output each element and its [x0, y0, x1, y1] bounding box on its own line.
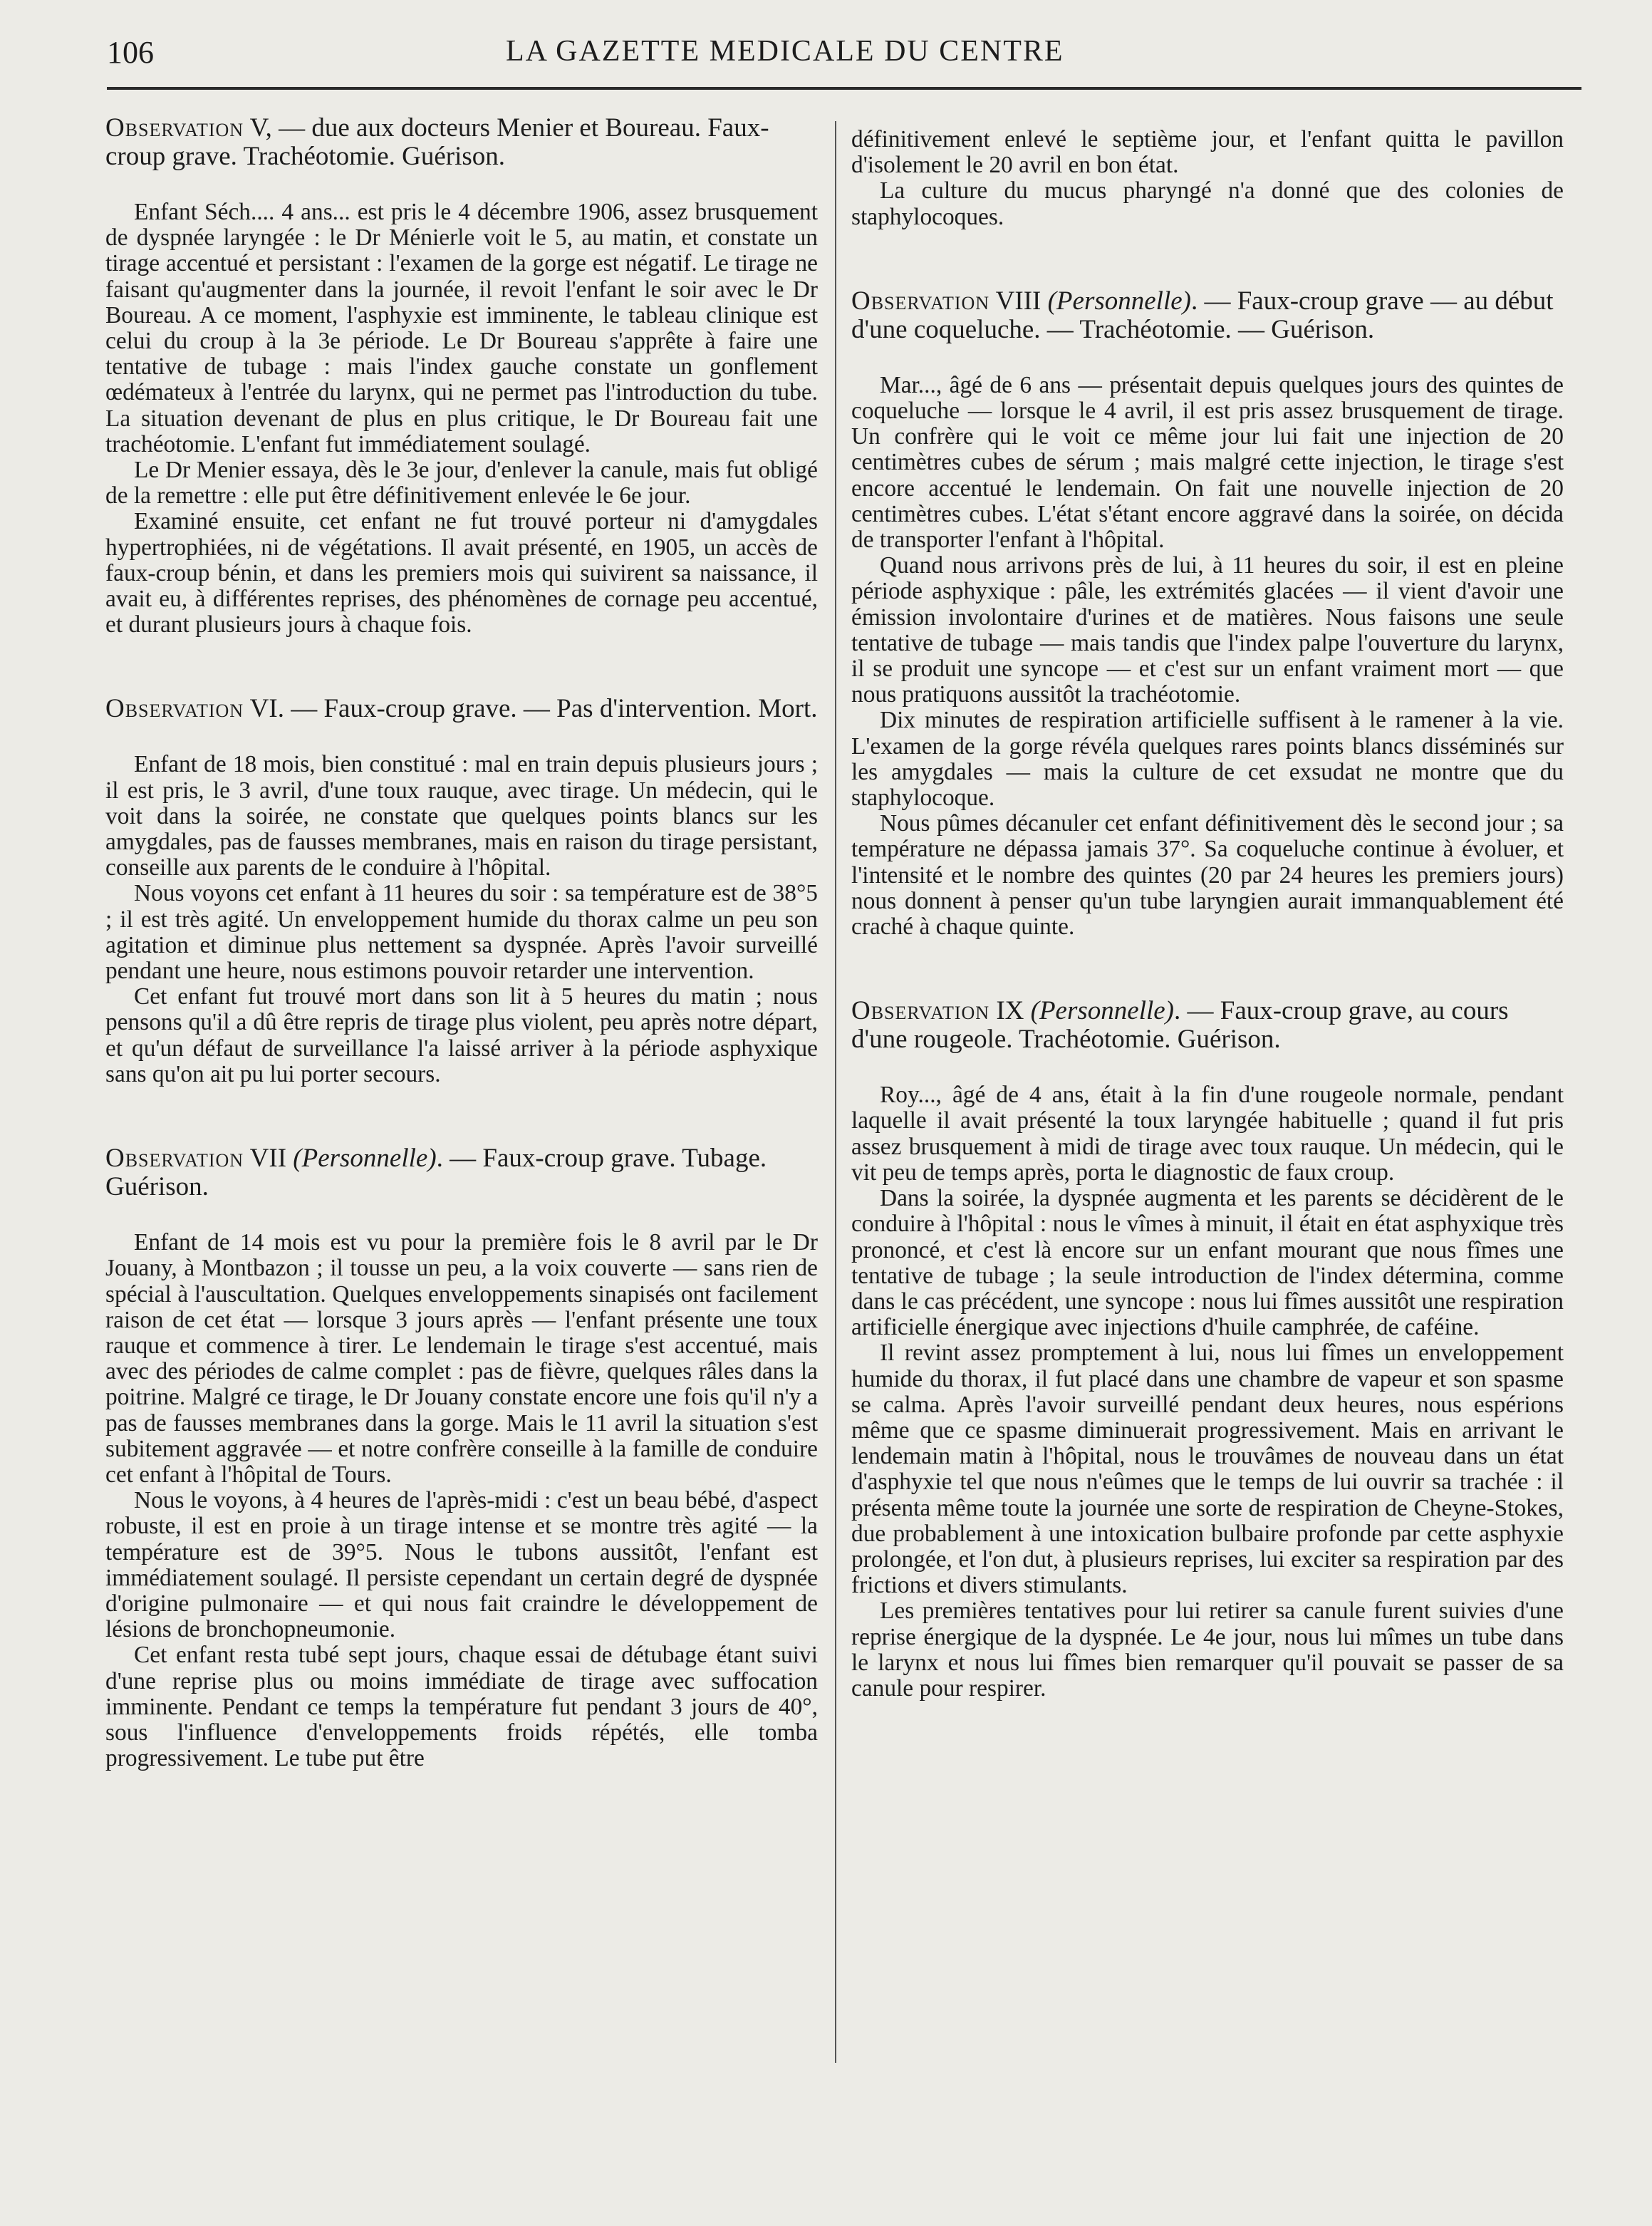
obs5-paragraph: Enfant Séch.... 4 ans... est pris le 4 décembre 1906, assez brusquement de dyspnée laryngée : le Dr Ménierle voit le 5, au matin, et constate un tirage accentué et persistant : l'examen de la gorge est négatif. Le tirage ne faisant qu'augmenter dans la journée, il revoit l'enfant le soir avec le Dr Boureau. A ce moment, l'asphyxie est imminente, le tableau clinique est celui du croup à la 3e période. Le Dr Boureau s'apprête à faire une tentative de tubage : mais l'index gauche constate un gonflement œdémateux à l'entrée du larynx, qui ne permet pas l'introduction du tube. La situation devenant de plus en plus critique, le Dr Boureau fait une trachéotomie. L'enfant fut immédiatement soulagé. [105, 199, 818, 457]
observation-number: VII [244, 1144, 293, 1174]
right-column [851, 127, 1564, 1702]
obs8-paragraph: Mar..., âgé de 6 ans — présentait depuis quelques jours des quintes de coqueluche — lorsque le 4 avril, il est pris assez brusquement de tirage. Un confrère qui le voit ce même jour lui fait une injection de 20 centimètres cubes de sérum ; mais malgré cette injection, le tirage s'est encore accentué le lendemain. On fait une nouvelle injection de 20 centimètres cubes. L'état s'étant encore aggravé dans la soirée, on décida de transporter l'enfant à l'hôpital. [851, 371, 1564, 554]
observation-5-heading [105, 114, 818, 171]
continued-paragraph: définitivement enlevé le septième jour, et l'enfant quitta le pavillon d'isolement le 20 avril en bon état. [851, 126, 1564, 179]
obs7-paragraph: Nous le voyons, à 4 heures de l'après-midi : c'est un beau bébé, d'aspect robuste, il est en proie à un tirage intense et se montre très agité — la température est de 39°5. Nous le tubons aussitôt, l'enfant est immédiatement soulagé. Il persiste cependant un certain degré de dyspnée d'origine pulmonaire — et qui nous fait craindre le développement de lésions de bronchopneumonie. [105, 1487, 818, 1643]
column-divider [835, 121, 836, 2063]
observation-label: Observation [105, 694, 244, 724]
obs5-paragraph: Examiné ensuite, cet enfant ne fut trouvé porteur ni d'amygdales hypertrophiées, ni de végétations. Il avait présenté, en 1905, un accès de faux-croup bénin, et dans les premiers mois qui suivirent sa naissance, il avait eu, à différentes reprises, des phénomènes de cornage peu accentué, et durant plusieurs jours à chaque fois. [105, 508, 818, 638]
observation-source: (Personnelle) [1047, 286, 1191, 316]
obs6-paragraph: Cet enfant fut trouvé mort dans son lit à 5 heures du matin ; nous pensons qu'il a dû être repris de tirage plus violent, peu après notre départ, et qu'un défaut de surveillance l'a laissé arriver à la période asphyxique sans qu'on ait pu lui porter secours. [105, 983, 818, 1087]
observation-8-title: . — Faux-croup grave — au début d'une coqueluche. — Trachéotomie. — Guérison. [851, 286, 1554, 344]
page-header [107, 31, 1581, 81]
obs9-paragraph: Dans la soirée, la dyspnée augmenta et les parents se décidèrent de le conduire à l'hôpital : nous le vîmes à minuit, il était en état asphyxique très prononcé, et c'est là encore sur un enfant mourant que nous fîmes une tentative de tubage ; la seule introduction de l'index détermina, comme dans le cas précédent, une syncope : nous lui fîmes aussitôt une respiration artificielle énergique avec injections d'huile camphrée, de caféine. [851, 1185, 1564, 1341]
journal-title: LA GAZETTE MEDICALE DU CENTRE [506, 35, 1064, 68]
observation-source: (Personnelle) [1030, 996, 1174, 1026]
obs8-paragraph: Dix minutes de respiration artificielle suffisent à le ramener à la vie. L'examen de la gorge révéla quelques rares points blancs disséminés sur les amygdales — mais la culture de cet exsudat ne montre que du staphylocoque. [851, 707, 1564, 812]
obs8-paragraph: Nous pûmes décanuler cet enfant définitivement dès le second jour ; sa température ne dépassa jamais 37°. Sa coqueluche continue à évoluer, et l'intensité et le nombre des quintes (20 par 24 heures les premiers jours) nous donnent à penser qu'un tube laryngien aurait immanquablement été craché à chaque quinte. [851, 810, 1564, 941]
obs9-paragraph: Roy..., âgé de 4 ans, était à la fin d'une rougeole normale, pendant laquelle il avait présenté la toux laryngée habituelle ; quand il fut pris assez brusquement à midi de tirage avec toux rauque. Un médecin, qui le vit peu de temps après, porta le diagnostic de faux croup. [851, 1082, 1564, 1186]
observation-label: Observation [105, 1144, 244, 1174]
obs9-paragraph: Il revint assez promptement à lui, nous lui fîmes un enveloppement humide du thorax, il fut placé dans une chambre de vapeur et son spasme se calma. Après l'avoir surveillé pendant deux heures, nous espérions même que ce spasme diminuerait progressivement. Mais en arrivant le lendemain matin à l'hôpital, nous le trouvâmes de nouveau dans un état d'asphyxie tel que nous n'eûmes que le temps de lui ouvrir sa trachée : il présenta même toute la journée une sorte de respiration de Cheyne-Stokes, due probablement à une intoxication bulbaire profonde par cette asphyxie prolongée, et l'on dut, à plusieurs reprises, lui exciter sa respiration par des frictions et divers stimulants. [851, 1340, 1564, 1599]
obs8-paragraph: Quand nous arrivons près de lui, à 11 heures du soir, il est en pleine période asphyxique : pâle, les extrémités glacées — il vient d'avoir une émission involontaire d'urines et de matières. Nous faisons une seule tentative de tubage — mais tandis que l'index palpe l'ouverture du larynx, il se produit une syncope — et c'est sur un enfant vraiment mort — que nous pratiquons aussitôt la trachéotomie. [851, 552, 1564, 708]
continued-paragraph: La culture du mucus pharyngé n'a donné que des colonies de staphylocoques. [851, 177, 1564, 230]
observation-number: IX [989, 996, 1031, 1026]
observation-6-title: VI. — Faux-croup grave. — Pas d'intervention. Mort. [244, 694, 818, 724]
obs7-paragraph: Cet enfant resta tubé sept jours, chaque essai de détubage étant suivi d'une reprise plus ou moins immédiate de tirage avec suffocation imminente. Pendant ce temps la température fut pendant 3 jours de 40°, sous l'influence d'enveloppements froids répétés, elle tomba progressivement. Le tube put être [105, 1642, 818, 1772]
obs7-paragraph: Enfant de 14 mois est vu pour la première fois le 8 avril par le Dr Jouany, à Montbazon ; il tousse un peu, a la voix couverte — sans rien de spécial à l'auscultation. Quelques enveloppements sinapisés ont facilement raison de cet état — lorsque 3 jours après — l'enfant présente une toux rauque et commence à tirer. Le lendemain le tirage s'est accentué, mais avec des périodes de calme complet : pas de fièvre, quelques râles dans la poitrine. Malgré ce tirage, le Dr Jouany constate encore une fois qu'il n'y a pas de fausses membranes dans la gorge. Mais le 11 avril la situation s'est subitement aggravée — et notre confrère conseille à la famille de conduire cet enfant à l'hôpital de Tours. [105, 1229, 818, 1488]
observation-7-heading [105, 1144, 818, 1201]
observation-6-heading [105, 695, 818, 723]
observation-number: VIII [989, 286, 1048, 316]
left-column [105, 114, 818, 1771]
observation-9-heading [851, 997, 1564, 1054]
obs5-paragraph: Le Dr Menier essaya, dès le 3e jour, d'enlever la canule, mais fut obligé de la remettre : elle put être définitivement enlevée le 6e jour. [105, 457, 818, 509]
observation-7-title: . — Faux-croup grave. Tubage. Guérison. [105, 1144, 767, 1202]
observation-source: (Personnelle) [293, 1144, 437, 1174]
observation-8-heading [851, 287, 1564, 344]
obs9-paragraph: Les premières tentatives pour lui retirer sa canule furent suivies d'une reprise énergique de la dyspnée. Le 4e jour, nous lui mîmes un tube dans le larynx et nous lui fîmes bien remarquer qu'il pouvait se passer de sa canule pour respirer. [851, 1598, 1564, 1702]
observation-label: Observation [851, 996, 990, 1026]
observation-label: Observation [851, 286, 990, 316]
obs6-paragraph: Enfant de 18 mois, bien constitué : mal en train depuis plusieurs jours ; il est pris, le 3 avril, d'une toux rauque, avec tirage. Un médecin, qui le voit dans la soirée, ne constate que quelques points blancs sur les amygdales, pas de fausses membranes, mais en raison du tirage persistant, conseille aux parents de le conduire à l'hôpital. [105, 751, 818, 881]
observation-5-title: V, — due aux docteurs Menier et Boureau. Faux-croup grave. Trachéotomie. Guérison. [105, 113, 769, 171]
page-number: 106 [107, 35, 154, 70]
observation-9-title: . — Faux-croup grave, au cours d'une rougeole. Trachéotomie. Guérison. [851, 996, 1509, 1055]
observation-label: Observation [105, 113, 244, 143]
header-rule [107, 87, 1581, 90]
obs6-paragraph: Nous voyons cet enfant à 11 heures du soir : sa température est de 38°5 ; il est très agité. Un enveloppement humide du thorax calme un peu son agitation et diminue plus nettement sa dyspnée. Après l'avoir surveillé pendant une heure, nous estimons pouvoir retarder une intervention. [105, 880, 818, 985]
